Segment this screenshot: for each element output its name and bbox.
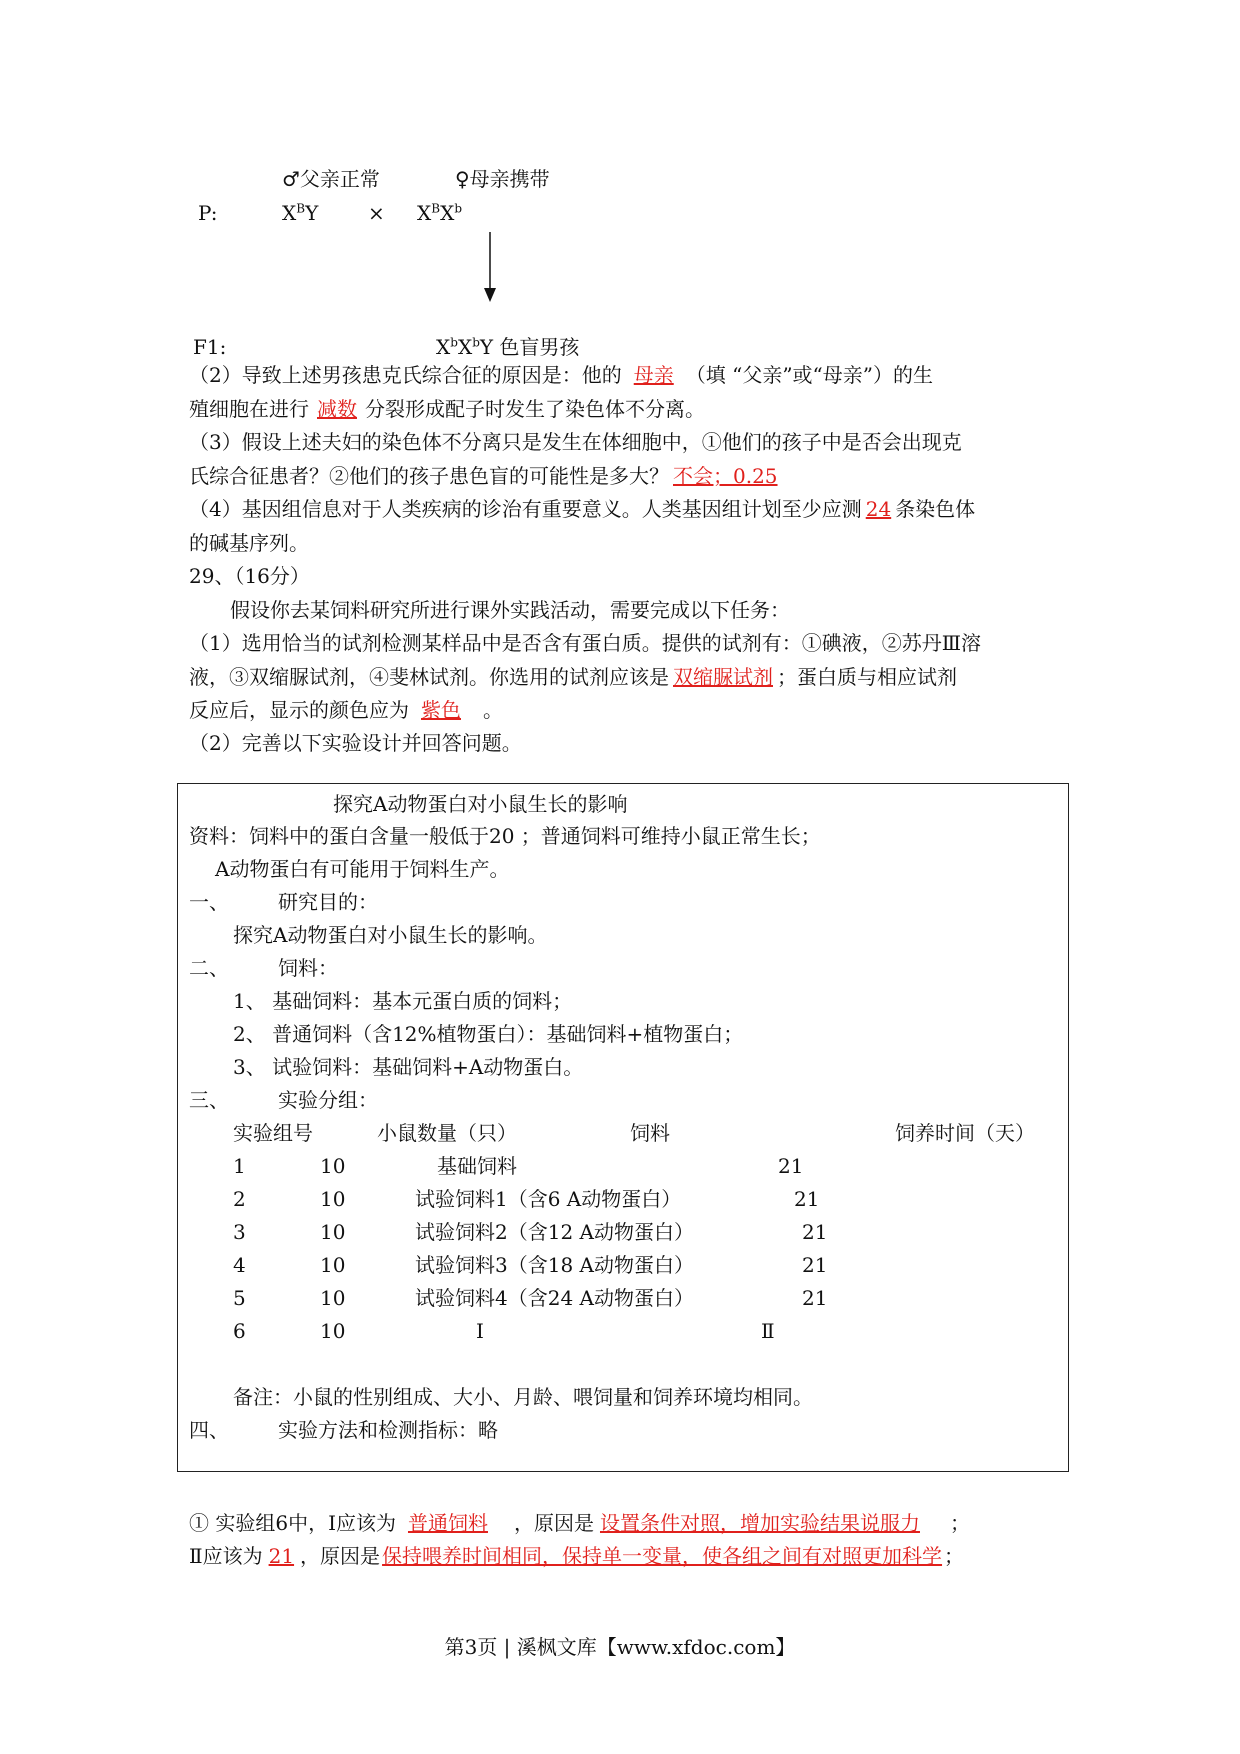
- question-29-header: 29、（16分）: [189, 564, 310, 588]
- question-29-s2: （2）完善以下实验设计并回答问题。: [189, 731, 522, 755]
- table-row-2-count: 10: [320, 1187, 346, 1211]
- question-29-intro: 假设你去某饲料研究所进行课外实践活动，需要完成以下任务：: [230, 598, 790, 622]
- section-3-title: 实验分组：: [278, 1088, 378, 1112]
- table-row-4-count: 10: [320, 1253, 346, 1277]
- table-row-3-days: 21: [802, 1220, 828, 1244]
- table-header-count: 小鼠数量（只）: [377, 1121, 517, 1145]
- answer-reason-I: 设置条件对照，增加实验结果说服力: [599, 1511, 920, 1535]
- page-footer: 第3页 | 溪枫文库【www.xfdoc.com】: [444, 1635, 796, 1659]
- table-header-feed: 饲料: [630, 1121, 670, 1145]
- table-row-2-feed: 试验饲料1（含6 A动物蛋白）: [415, 1187, 682, 1211]
- question-4-line1: （4）基因组信息对于人类疾病的诊治有重要意义。人类基因组计划至少应测 24 条染色体: [189, 497, 976, 521]
- experiment-material-2: A动物蛋白有可能用于饲料生产。: [215, 857, 510, 881]
- father-label: ♂父亲正常: [282, 167, 380, 191]
- question-29-s1-line3: 反应后，显示的颜色应为 紫色 。: [189, 698, 503, 722]
- table-row-1-count: 10: [320, 1154, 346, 1178]
- table-row-4-group: 4: [233, 1253, 246, 1277]
- cross-arrow: [480, 232, 500, 304]
- feed-item-2: 2、 普通饲料（含12%植物蛋白）：基础饲料+植物蛋白；: [233, 1022, 744, 1046]
- f1-genotype: $X^bX^bY$ 色盲男孩: [436, 335, 580, 359]
- section-2-number: 二、: [189, 956, 229, 980]
- answer-color: 紫色: [421, 698, 461, 722]
- table-row-1-feed: 基础饲料: [437, 1154, 517, 1178]
- table-row-2-group: 2: [233, 1187, 246, 1211]
- table-row-6-feed-blank: Ⅰ: [476, 1319, 484, 1343]
- table-row-3-count: 10: [320, 1220, 346, 1244]
- section-2-title: 饲料：: [278, 956, 338, 980]
- table-row-5-group: 5: [233, 1286, 246, 1310]
- table-row-5-count: 10: [320, 1286, 346, 1310]
- experiment-note: 备注：小鼠的性别组成、大小、月龄、喂饲量和饲养环境均相同。: [233, 1385, 813, 1409]
- table-row-1-days: 21: [778, 1154, 804, 1178]
- answer-days-II: 21: [268, 1544, 295, 1568]
- question-3-line1: （3）假设上述夫妇的染色体不分离只是发生在体细胞中，①他们的孩子中是否会出现克: [189, 430, 962, 454]
- experiment-material-1: 资料：饲料中的蛋白含量一般低于20 ；普通饲料可维持小鼠正常生长；: [189, 824, 821, 848]
- mother-label: ♀母亲携带: [455, 167, 550, 191]
- table-row-6-days-blank: Ⅱ: [761, 1319, 775, 1343]
- mother-genotype: $X^BX^b$: [417, 201, 463, 225]
- section-1-title: 研究目的：: [278, 890, 378, 914]
- table-header-days: 饲养时间（天）: [895, 1121, 1035, 1145]
- table-row-1-group: 1: [233, 1154, 246, 1178]
- table-row-3-feed: 试验饲料2（含12 A动物蛋白）: [415, 1220, 694, 1244]
- answer-line-1: ① 实验组6中，Ⅰ应该为 普通饲料 ，原因是 设置条件对照，增加实验结果说服力 ；: [189, 1511, 970, 1535]
- section-1-number: 一、: [189, 890, 229, 914]
- answer-reagent: 双缩脲试剂: [673, 665, 773, 689]
- question-4-line2: 的碱基序列。: [189, 531, 309, 555]
- question-3-line2: 氏综合征患者？②他们的孩子患色盲的可能性是多大？ 不会；0.25: [189, 459, 782, 493]
- feed-item-3: 3、 试验饲料：基础饲料+A动物蛋白。: [233, 1055, 584, 1079]
- answer-line-2: Ⅱ应该为 21 ，原因是 保持喂养时间相同，保持单一变量，使各组之间有对照更加科学 ；: [189, 1544, 965, 1568]
- father-genotype: $X^BY$: [282, 201, 319, 225]
- section-4-title: 实验方法和检测指标：略: [278, 1418, 498, 1442]
- table-row-4-days: 21: [802, 1253, 828, 1277]
- table-row-6-count: 10: [320, 1319, 346, 1343]
- answer-q3: 不会；0.25: [673, 464, 778, 488]
- table-row-5-days: 21: [802, 1286, 828, 1310]
- question-2-line1: （2）导致上述男孩患克氏综合征的原因是：他的 母亲 （填 “父亲”或“母亲”）的生: [189, 363, 933, 387]
- p-label: P:: [198, 201, 218, 225]
- answer-chromosomes: 24: [865, 497, 892, 521]
- feed-item-1: 1、 基础饲料：基本元蛋白质的饲料；: [233, 989, 573, 1013]
- table-header-group: 实验组号: [233, 1121, 313, 1145]
- table-row-3-group: 3: [233, 1220, 246, 1244]
- question-29-s1-line2: 液，③双缩脲试剂，④斐林试剂。你选用的试剂应该是 双缩脲试剂 ；蛋白质与相应试剂: [189, 665, 957, 689]
- answer-meiosis: 减数: [317, 397, 357, 421]
- section-4-number: 四、: [189, 1418, 229, 1442]
- answer-feed-I: 普通饲料: [407, 1511, 488, 1535]
- answer-reason-II: 保持喂养时间相同，保持单一变量，使各组之间有对照更加科学: [382, 1544, 943, 1568]
- table-row-2-days: 21: [794, 1187, 820, 1211]
- section-1-body: 探究A动物蛋白对小鼠生长的影响。: [233, 923, 548, 947]
- section-3-number: 三、: [189, 1088, 229, 1112]
- question-2-line2: 殖细胞在进行 减数 分裂形成配子时发生了染色体不分离。: [189, 397, 705, 421]
- cross-symbol: ×: [368, 201, 385, 225]
- table-row-5-feed: 试验饲料4（含24 A动物蛋白）: [415, 1286, 694, 1310]
- question-29-s1-line1: （1）选用恰当的试剂检测某样品中是否含有蛋白质。提供的试剂有：①碘液，②苏丹Ⅲ溶: [189, 631, 982, 655]
- table-row-4-feed: 试验饲料3（含18 A动物蛋白）: [415, 1253, 694, 1277]
- table-row-6-group: 6: [233, 1319, 246, 1343]
- answer-mother: 母亲: [633, 363, 674, 387]
- experiment-title: 探究A动物蛋白对小鼠生长的影响: [333, 792, 628, 816]
- f1-label: F1:: [193, 335, 227, 359]
